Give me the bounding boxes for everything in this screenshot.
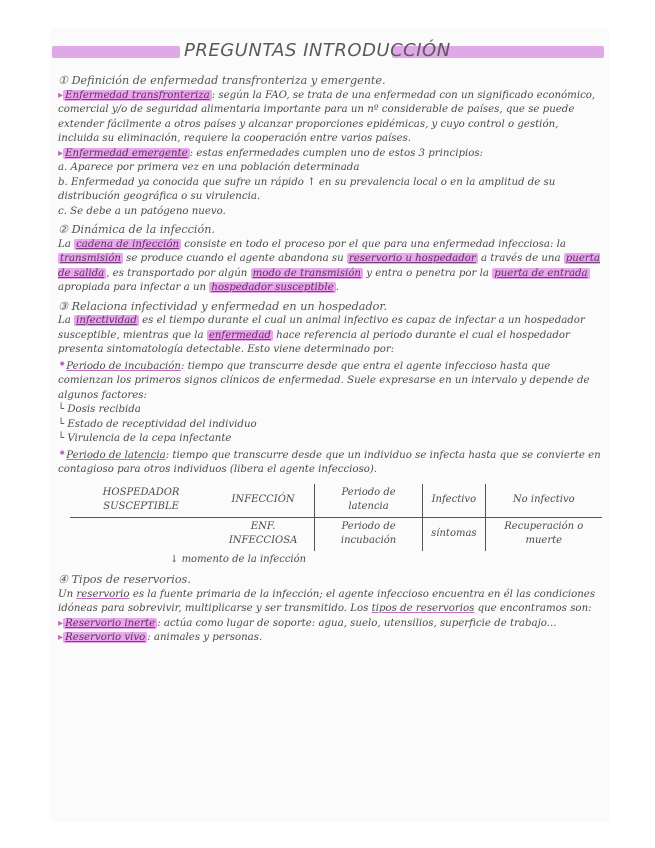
cell-r1-c4: Infectivo: [423, 484, 485, 518]
term-hospedador-susceptible: hospedador susceptible: [211, 282, 334, 293]
section-2-paragraph: [58, 238, 602, 296]
section-2-heading: ② Dinámica de la infección.: [58, 223, 215, 236]
term-enfermedad: enfermedad: [208, 329, 271, 341]
principle-b: b. Enfermedad ya conocida que sufre un rápido ↑ en su prevalencia local o en la amplitud de su distribución geográfica o su virulencia.: [58, 176, 556, 202]
infection-moment-note: [70, 551, 602, 570]
s2-text-3: se produce cuando el agente abandona su: [122, 253, 347, 264]
term-reservorio: reservorio: [76, 588, 130, 600]
notebook-page: [52, 30, 608, 820]
text-transfronteriza: : según la FAO, se trata de una enfermedad con un significado económico, comercial y/o de seguridad alimentaria importante para un nº considerable de países, que se puede extender fácilmente a otros países y alcanzar proporciones epidémicas, y cuyo control o gestión, incluida su eliminación, requiere la cooperación entre varios países.: [58, 89, 596, 144]
title-row: [52, 38, 608, 66]
text-reservorio-inerte: : actúa como lugar de soporte: agua, suelo, utensilios, superficie de trabajo...: [157, 617, 557, 629]
term-reservorio-inerte: Reservorio inerte: [65, 617, 156, 629]
cell-r1-c3: Periodo de latencia: [315, 484, 423, 518]
text-latencia: : tiempo que transcurre desde que un individuo se infecta hasta que se convierte en contagioso para otros individuos (libera el agente infeccioso).: [58, 449, 601, 475]
term-reservorio-hospedador: reservorio u hospedador: [348, 253, 476, 264]
cell-r2-c1: [70, 517, 212, 551]
cell-r2-c5: Recuperación o muerte: [504, 520, 584, 546]
s3-text-2: es el tiempo durante el cual un animal infectivo es capaz de infectar a un hospedador susceptible, mientras que la: [58, 315, 585, 341]
term-reservorio-vivo: Reservorio vivo: [65, 632, 146, 643]
s3-text-1: La: [58, 315, 75, 326]
principle-c: c. Se debe a un patógeno nuevo.: [58, 205, 226, 217]
cell-r2-c4: síntomas: [423, 517, 485, 551]
term-puerta-entrada: puerta de entrada: [494, 267, 588, 279]
term-tipos-reservorios: tipos de reservorios: [371, 603, 475, 614]
text-emergente: : estas enfermedades cumplen uno de estos 3 principios:: [189, 147, 484, 159]
term-latencia: Periodo de latencia: [66, 449, 166, 461]
term-emergente: Enfermedad emergente: [65, 147, 188, 159]
section-3-heading: ③ Relaciona infectividad y enfermedad en un hospedador.: [58, 299, 388, 313]
s2-text-4: a través de una: [477, 253, 564, 264]
term-cadena: cadena de infección: [76, 238, 180, 250]
timeline-row-3: [70, 551, 602, 570]
section-4-heading: ④ Tipos de reservorios.: [58, 573, 191, 586]
term-puerta-salida: puerta de salida: [58, 253, 600, 279]
factor-3: └ Virulencia de la cepa infectante: [58, 433, 232, 444]
reservoir-inert-item: [58, 617, 602, 632]
term-transfronteriza: Enfermedad transfronteriza: [65, 89, 210, 101]
principle-a: a. Aparece por primera vez en una población determinada: [58, 162, 360, 173]
term-transmision: transmisión: [60, 253, 121, 264]
s2-text-5: , es transportado por algún: [106, 267, 251, 279]
text-incubacion: : tiempo que transcurre desde que entra el agente infeccioso hasta que comienzan los primeros signos clínicos de enfermedad. Suele expresarse en un intervalo y depende de algunos factores:: [58, 360, 590, 401]
timeline-row-1: [70, 484, 602, 518]
section-1-bullet-1: [58, 89, 602, 147]
s4-text-2: es la fuente primaria de la infección; el agente infeccioso encuentra en él las condiciones idóneas para sobrevivir, multiplicarse y ser transmitido. Los: [58, 588, 596, 614]
text-reservorio-vivo: : animales y personas.: [147, 632, 263, 643]
s4-text-3: que encontramos son:: [474, 603, 592, 614]
section-1-heading: ① Definición de enfermedad transfronteriza y emergente.: [58, 74, 386, 87]
term-incubacion: Periodo de incubación: [66, 360, 181, 372]
reservoir-alive-item: [58, 631, 602, 646]
s2-text-8: .: [335, 282, 339, 293]
timeline-row-2: [70, 517, 602, 551]
notes-content: [58, 70, 602, 646]
s4-text-1: Un: [58, 588, 77, 600]
cell-r2-c3: Periodo de incubación: [315, 517, 423, 551]
s2-text-2: consiste en todo el proceso por el que para una enfermedad infecciosa: la: [181, 238, 566, 250]
infection-moment-label: momento de la infección: [181, 553, 307, 565]
s2-text-6: y entra o penetra por la: [362, 267, 493, 279]
latency-item: [58, 447, 602, 478]
cell-r1-c2: INFECCIÓN: [212, 484, 314, 518]
down-arrow-icon: ↓: [170, 553, 182, 565]
cell-r1-c5: No infectivo: [485, 484, 602, 518]
cell-r1-c1: HOSPEDADOR SUSCEPTIBLE: [70, 484, 212, 518]
cell-r2-c2: ENF. INFECCIOSA: [212, 517, 314, 551]
page-title: PREGUNTAS INTRODUCCIÓN: [184, 40, 451, 61]
s2-text-7: apropiada para infectar a un: [58, 282, 210, 293]
section-4-paragraph: [58, 588, 602, 617]
s3-text-3: hace referencia al periodo durante el cual el hospedador presenta sintomatología detectable. Esto viene determinado por:: [58, 329, 570, 355]
factor-2: └ Estado de receptividad del individuo: [58, 418, 257, 430]
factor-1: └ Dosis recibida: [58, 404, 141, 415]
infection-timeline-table: [70, 484, 602, 570]
section-1-bullet-2: [58, 147, 602, 162]
title-highlight-left: [52, 46, 180, 58]
s2-text-1: La: [58, 238, 75, 250]
incubation-item: [58, 358, 602, 404]
section-3-paragraph: [58, 314, 602, 358]
term-infectividad: infectividad: [76, 315, 137, 326]
term-modo-transmision: modo de transmisión: [252, 267, 361, 279]
